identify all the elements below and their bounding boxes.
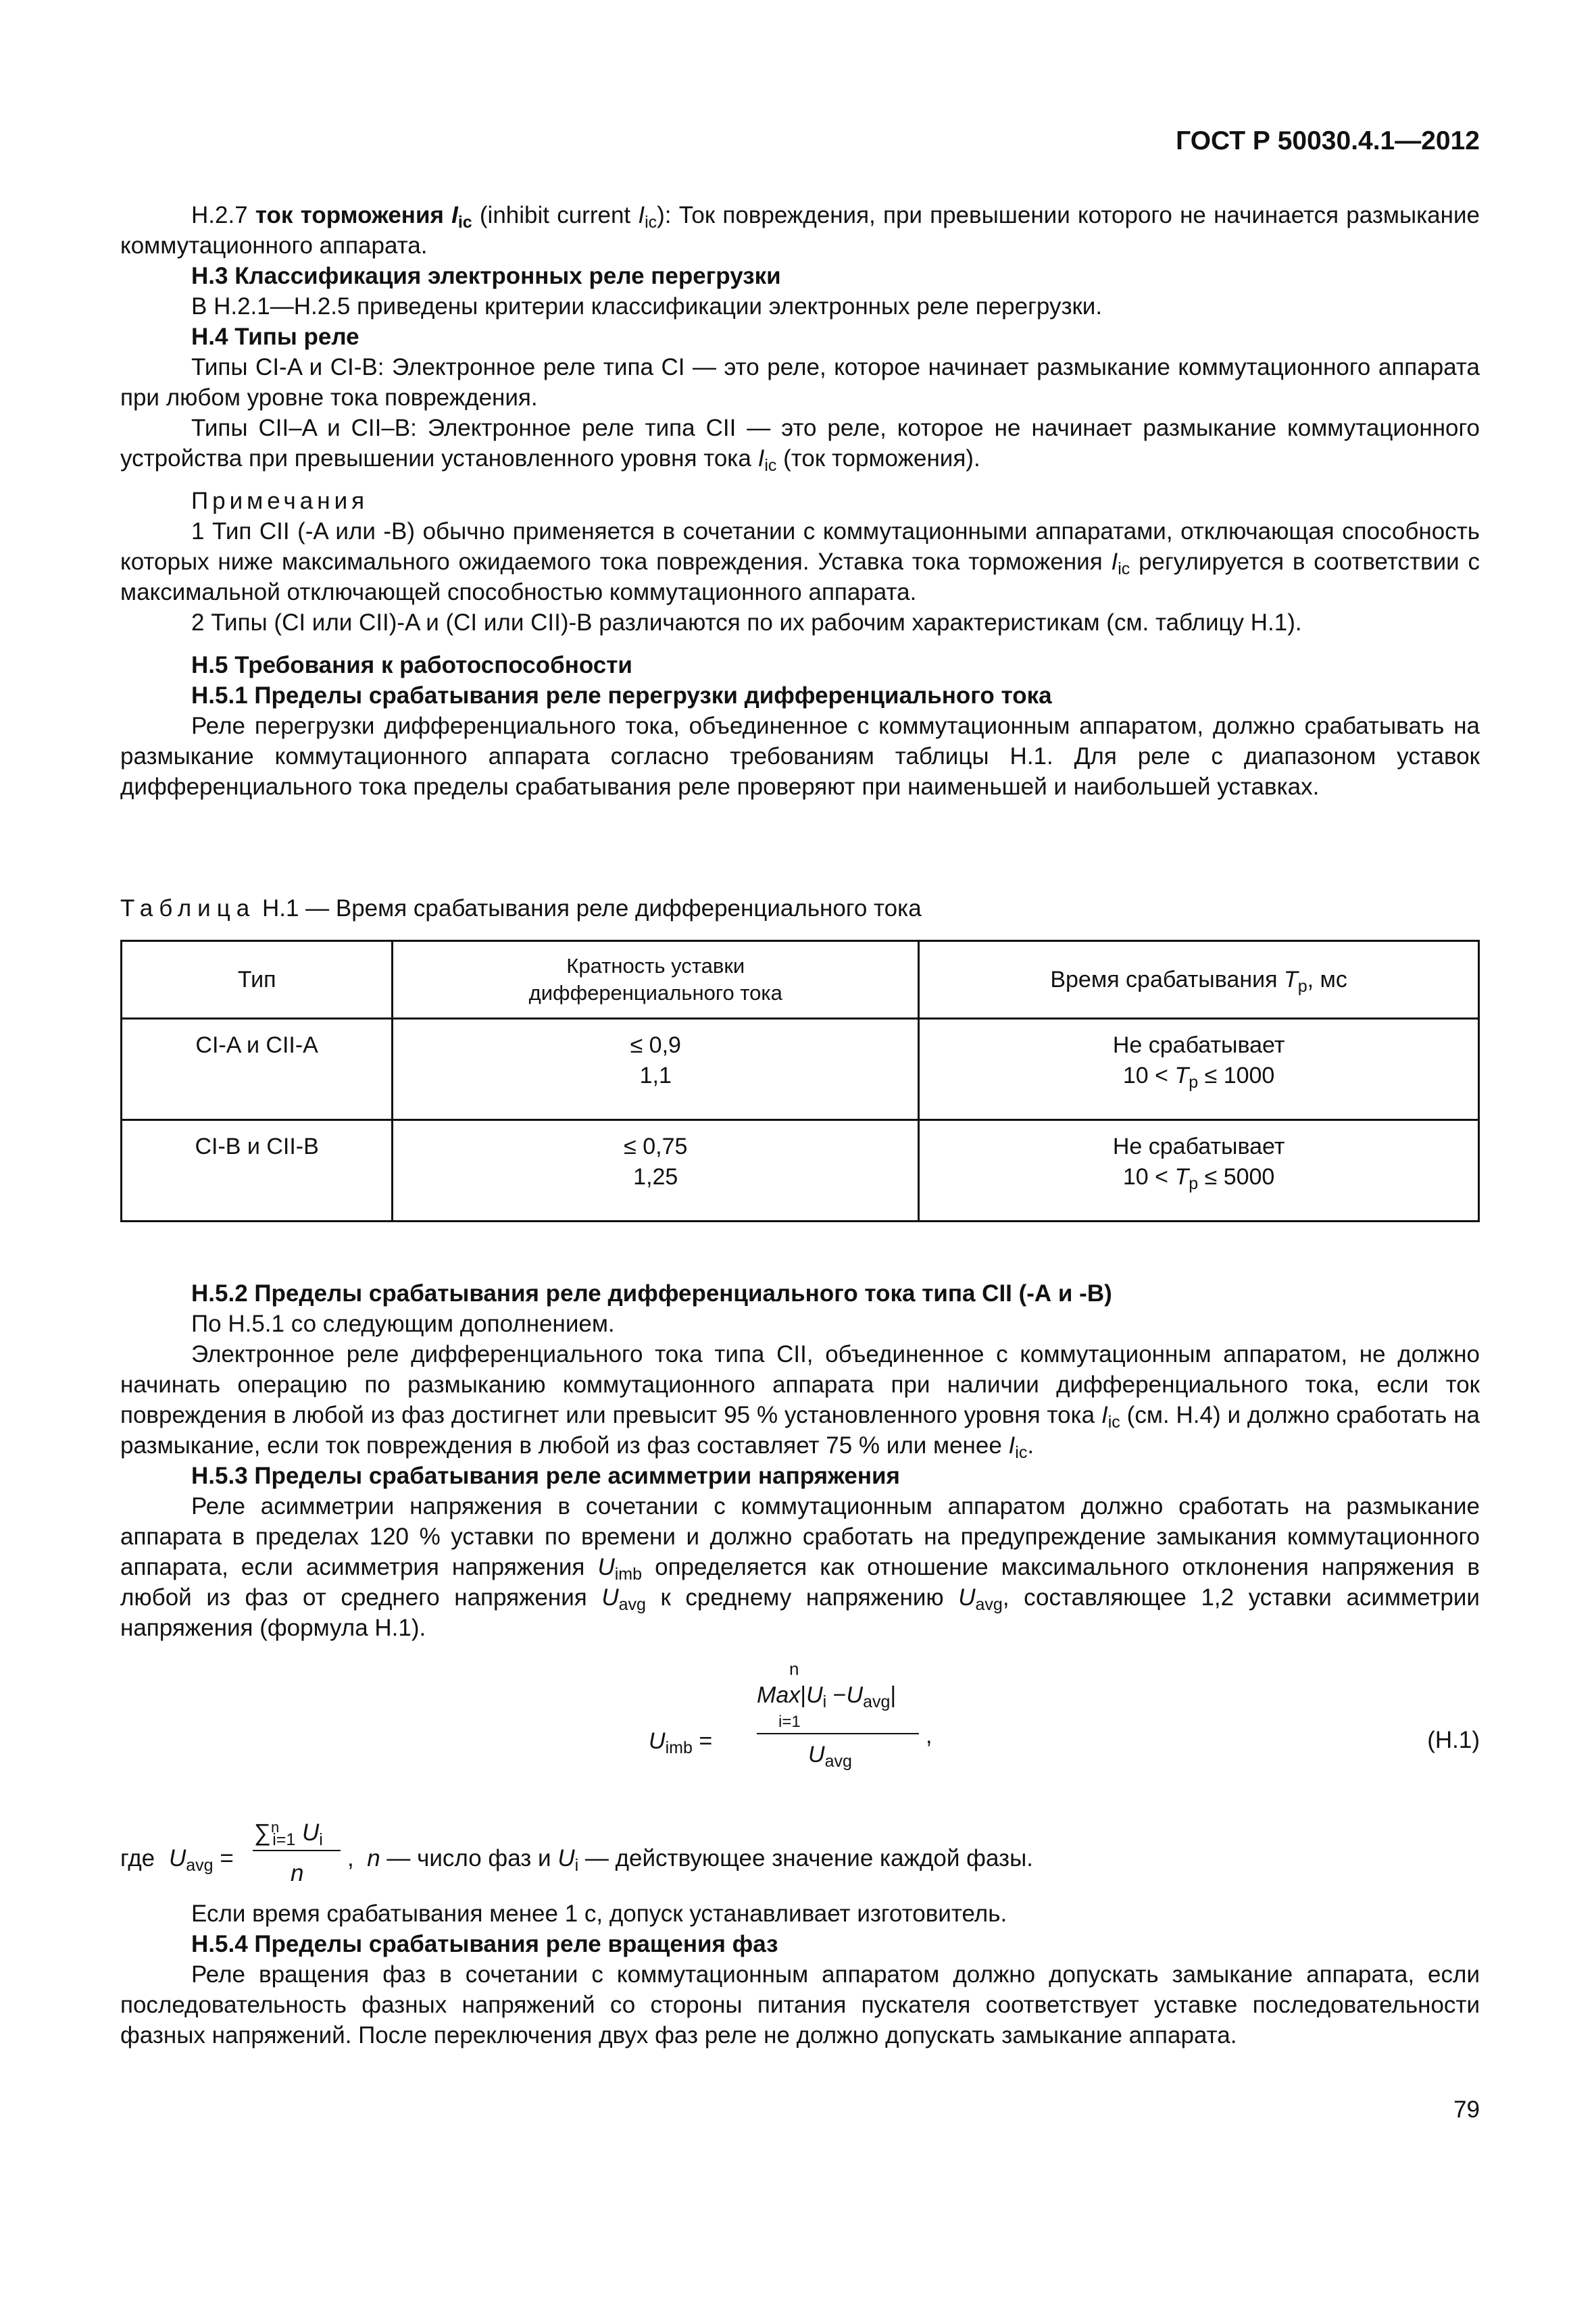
header-multiplicity: Кратность уставки дифференциального тока [393,941,919,1019]
heading-h51: Н.5.1 Пределы срабатывания реле перегрузки дифференциального тока [191,682,1052,709]
where-fraction-line [253,1850,341,1851]
formula-lhs: $U_{imb}$ = [649,1728,713,1757]
cell-type: CI-A и CII-A [122,1019,393,1120]
formula-n-top: n [789,1659,799,1679]
page-number: 79 [1453,2096,1480,2123]
clause-number: Н.2.7 [191,202,255,228]
cell-multiplicity: ≤ 0,9 1,1 [393,1019,919,1120]
table-header-row [122,941,1479,1019]
paragraph-h52-1: По Н.5.1 со следующим дополнением. [191,1311,615,1337]
formula-numerator: $Max|U_i -U_{avg}|$ [757,1682,897,1711]
paragraph-h4-2: Типы CII–A и CII–B: Электронное реле типа CII — это реле, которое не начинает размыкание коммутационного устройства при превышении установленного уровня тока $I_{ic}$ (ток торможения). [120,415,1480,475]
table-row [122,1120,1479,1222]
paragraph-h54: Реле вращения фаз в сочетании с коммутационным аппаратом должно допускать замыкание аппарата, если последовательность фазных напряжений со стороны питания пускателя соответствует уставке последовательности фазных напряжений. После переключения двух фаз реле не должно допускать замыкание аппарата. [120,1961,1480,2048]
paragraph-h51: Реле перегрузки дифференциального тока, объединенное с коммутационным аппаратом, должно срабатывать на размыкание коммутационного аппарата согласно требованиям таблицы Н.1. Для реле с диапазоном уставок дифференциального тока пределы срабатывания реле проверяют при наименьшей и наибольшей уставках. [120,713,1480,800]
notes-heading: Примечания [191,488,369,514]
paragraph-h52-2: Электронное реле дифференциального тока типа CII, объединенное с коммутационным аппаратом, не должно начинать операцию по размыканию коммутационного аппарата при наличии дифференциального тока, если ток повреждения в любой из фаз достигнет или превысит 95 % установленного уровня тока $I_{ic}$ (см. Н.4) и должно сработать на размыкание, если ток повреждения в любой из фаз составляет 75 % или менее $I_{ic}$. [120,1341,1480,1462]
heading-h3: Н.3 Классификация электронных реле перегрузки [191,263,781,289]
cell-time: Не срабатывает $10 < T_р \le 1000$ [919,1019,1479,1120]
where-numerator: ∑$^n_{i=1}$ $U_i$ [254,1819,323,1849]
paragraph-h27: Н.2.7 ток торможения $I_{ic}$ (inhibit current $I_{ic}$): Ток повреждения, при превышении которого не начинается размыкание коммутационного аппарата. [120,202,1480,259]
formula-h1: n $Max|U_i -U_{avg}|$ $U_{imb}$ = i=1 $U_{avg}$ , [649,1659,932,1771]
cell-time: Не срабатывает $10 < T_р \le 5000$ [919,1120,1479,1222]
term-subscript: ic [457,213,472,232]
heading-h53: Н.5.3 Пределы срабатывания реле асимметрии напряжения [191,1463,900,1489]
heading-h52: Н.5.2 Пределы срабатывания реле дифференциального тока типа CII (-А и -В) [191,1280,1112,1307]
heading-h5: Н.5 Требования к работоспособности [191,652,632,678]
table-caption-text: Н.1 — Время срабатывания реле дифференциального тока [255,895,922,922]
table-caption [120,893,922,924]
term-label: ток торможения [255,202,452,228]
header-time: Время срабатывания $T_р$, мс [919,941,1479,1019]
note-1: 1 Тип CII (-A или -B) обычно применяется в сочетании с коммутационными аппаратами, отключающая способность которых ниже максимального ожидаемого тока повреждения. Уставка тока торможения $I_{ic}$ регулируется в соответствии с максимальной отключающей способностью коммутационного аппарата. [120,518,1480,605]
where-clause: где $U_{avg}$ = ∑$^n_{i=1}$ $U_i$ n , n — число фаз и $U_i$ — действующее значение каждой фазы. [120,1819,1033,1886]
lower-text-block [120,1898,1480,2051]
heading-h4: Н.4 Типы реле [191,324,359,350]
document-id-header: ГОСТ Р 50030.4.1—2012 [1176,126,1480,155]
cell-multiplicity: ≤ 0,75 1,25 [393,1120,919,1222]
paragraph-tolerance: Если время срабатывания менее 1 с, допуск устанавливает изготовитель. [191,1901,1007,1927]
heading-h54: Н.5.4 Пределы срабатывания реле вращения фаз [191,1931,778,1957]
cell-type: CI-B и CII-B [122,1120,393,1222]
where-text: , n — число фаз и $U_i$ — действующее значение каждой фазы. [347,1845,1033,1875]
middle-text-block [120,1278,1480,1643]
formula-fraction-line [757,1733,919,1734]
formula-denominator: $U_{avg}$ [808,1742,852,1771]
paragraph-h4-1: Типы CI-A и CI-B: Электронное реле типа CI — это реле, которое начинает размыкание коммутационного аппарата при любом уровне тока повреждения. [120,354,1480,411]
paragraph-h3: В Н.2.1—Н.2.5 приведены критерии классификации электронных реле перегрузки. [191,293,1103,320]
upper-text-block [120,200,1480,802]
table-caption-label: Таблица [120,895,256,922]
term-symbol: I [451,202,458,228]
formula-i-eq: i=1 [778,1713,801,1731]
table-row [122,1019,1479,1120]
note-2: 2 Типы (CI или CII)-A и (CI или CII)-B различаются по их рабочим характеристикам (см. таблицу Н.1). [191,609,1302,636]
response-time-table [120,940,1480,1222]
paragraph-h53: Реле асимметрии напряжения в сочетании с коммутационным аппаратом должно сработать на размыкание аппарата в пределах 120 % уставки по времени и должно сработать на предупреждение замыкания коммутационного аппарата, если асимметрия напряжения $U_{imb}$ определяется как отношение максимального отклонения напряжения в любой из фаз от среднего напряжения $U_{avg}$ к среднему напряжению $U_{avg}$, составляющее 1,2 уставки асимметрии напряжения (формула Н.1). [120,1493,1480,1641]
header-type: Тип [122,941,393,1019]
formula-number: (Н.1) [1427,1727,1480,1753]
